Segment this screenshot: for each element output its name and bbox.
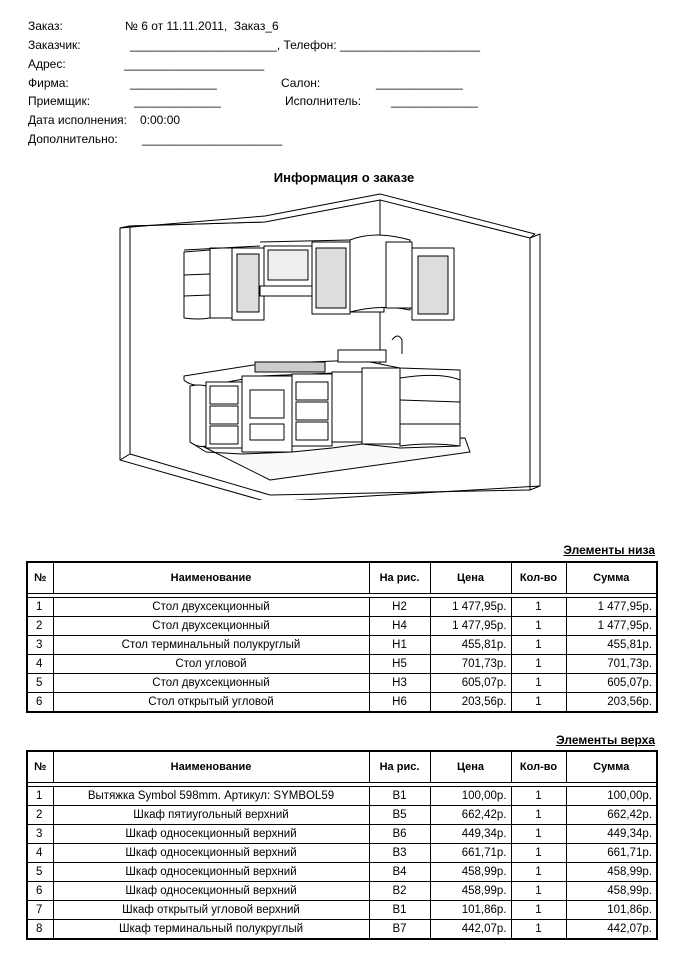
table-row (27, 863, 657, 882)
executor-label: Исполнитель: (285, 94, 362, 108)
cell-sum: 458,99р. (566, 882, 657, 901)
cell-qty: 1 (511, 674, 566, 693)
cell-price: 458,99р. (430, 863, 511, 882)
cell-ref: Н3 (369, 674, 430, 693)
cell-number: 5 (27, 863, 53, 882)
cell-name: Шкаф односекционный верхний (53, 825, 369, 844)
order-label: Заказ: (28, 19, 63, 33)
cell-ref: В6 (369, 825, 430, 844)
cell-number: 4 (27, 844, 53, 863)
cell-sum: 1 477,95р. (566, 598, 657, 617)
cell-name: Вытяжка Symbol 598mm. Артикул: SYMBOL59 (53, 787, 369, 806)
cell-name: Стол терминальный полукруглый (53, 636, 369, 655)
cell-name: Стол открытый угловой (53, 693, 369, 713)
cell-name: Стол двухсекционный (53, 598, 369, 617)
kitchen-drawing (110, 190, 550, 500)
cell-price: 203,56р. (430, 693, 511, 713)
col-name: Наименование (53, 751, 369, 783)
cell-number: 4 (27, 655, 53, 674)
cell-sum: 1 477,95р. (566, 617, 657, 636)
salon-value: _____________ (376, 76, 463, 90)
cell-price: 661,71р. (430, 844, 511, 863)
table-row (27, 844, 657, 863)
customer-value: ______________________, Телефон: _____________________ (130, 38, 481, 52)
col-ref: На рис. (369, 751, 430, 783)
col-price: Цена (430, 562, 511, 594)
cell-ref: Н2 (369, 598, 430, 617)
cell-sum: 662,42р. (566, 806, 657, 825)
cell-name: Шкаф открытый угловой верхний (53, 901, 369, 920)
col-qty: Кол-во (511, 562, 566, 594)
cell-price: 1 477,95р. (430, 598, 511, 617)
cell-ref: В1 (369, 901, 430, 920)
cell-sum: 100,00р. (566, 787, 657, 806)
cell-ref: В3 (369, 844, 430, 863)
cell-qty: 1 (511, 636, 566, 655)
top-elements-title: Элементы верха (556, 733, 655, 747)
col-name: Наименование (53, 562, 369, 594)
cell-number: 2 (27, 617, 53, 636)
cell-qty: 1 (511, 617, 566, 636)
cell-sum: 701,73р. (566, 655, 657, 674)
cell-number: 8 (27, 920, 53, 940)
cell-sum: 605,07р. (566, 674, 657, 693)
bottom-elements-title: Элементы низа (563, 543, 655, 557)
cell-number: 2 (27, 806, 53, 825)
cell-sum: 449,34р. (566, 825, 657, 844)
table-row (27, 636, 657, 655)
cell-number: 6 (27, 693, 53, 713)
cell-name: Шкаф односекционный верхний (53, 844, 369, 863)
cell-qty: 1 (511, 598, 566, 617)
cell-qty: 1 (511, 844, 566, 863)
cell-sum: 101,86р. (566, 901, 657, 920)
col-sum: Сумма (566, 562, 657, 594)
cell-name: Шкаф односекционный верхний (53, 882, 369, 901)
cell-price: 449,34р. (430, 825, 511, 844)
cell-price: 701,73р. (430, 655, 511, 674)
firm-value: _____________ (130, 76, 217, 90)
customer-label: Заказчик: (28, 38, 81, 52)
table-row (27, 598, 657, 617)
info-title: Информация о заказе (273, 170, 415, 185)
cell-ref: В7 (369, 920, 430, 940)
receiver-label: Приемщик: (28, 94, 91, 108)
cell-number: 3 (27, 636, 53, 655)
cell-price: 1 477,95р. (430, 617, 511, 636)
address-label: Адрес: (28, 57, 66, 71)
cell-ref: Н6 (369, 693, 430, 713)
executor-value: _____________ (391, 94, 478, 108)
extra-label: Дополнительно: (28, 132, 118, 146)
cell-price: 662,42р. (430, 806, 511, 825)
table-row (27, 806, 657, 825)
receiver-value: _____________ (134, 94, 221, 108)
table-row (27, 901, 657, 920)
cell-price: 455,81р. (430, 636, 511, 655)
cell-qty: 1 (511, 863, 566, 882)
col-price: Цена (430, 751, 511, 783)
cell-sum: 442,07р. (566, 920, 657, 940)
cell-number: 7 (27, 901, 53, 920)
table-row (27, 655, 657, 674)
cell-sum: 661,71р. (566, 844, 657, 863)
table-row (27, 920, 657, 940)
cell-price: 442,07р. (430, 920, 511, 940)
cell-number: 6 (27, 882, 53, 901)
col-number: № (27, 751, 53, 783)
col-qty: Кол-во (511, 751, 566, 783)
cell-name: Шкаф пятиугольный верхний (53, 806, 369, 825)
cell-ref: В2 (369, 882, 430, 901)
cell-qty: 1 (511, 787, 566, 806)
table-row (27, 674, 657, 693)
table-row (27, 693, 657, 713)
col-number: № (27, 562, 53, 594)
cell-price: 458,99р. (430, 882, 511, 901)
cell-qty: 1 (511, 825, 566, 844)
cell-qty: 1 (511, 882, 566, 901)
cell-number: 1 (27, 787, 53, 806)
bottom-elements-table (26, 561, 658, 713)
cell-name: Стол двухсекционный (53, 674, 369, 693)
cell-price: 101,86р. (430, 901, 511, 920)
cell-price: 605,07р. (430, 674, 511, 693)
cell-number: 3 (27, 825, 53, 844)
cell-ref: Н1 (369, 636, 430, 655)
table-row (27, 882, 657, 901)
salon-label: Салон: (281, 76, 321, 90)
table-row (27, 617, 657, 636)
date-value: 0:00:00 (140, 113, 181, 127)
address-value: _____________________ (124, 57, 265, 71)
cell-number: 1 (27, 598, 53, 617)
cell-price: 100,00р. (430, 787, 511, 806)
cell-qty: 1 (511, 901, 566, 920)
cell-number: 5 (27, 674, 53, 693)
cell-name: Стол угловой (53, 655, 369, 674)
cell-ref: В1 (369, 787, 430, 806)
cell-ref: Н5 (369, 655, 430, 674)
cell-qty: 1 (511, 920, 566, 940)
firm-label: Фирма: (28, 76, 69, 90)
col-sum: Сумма (566, 751, 657, 783)
cell-qty: 1 (511, 806, 566, 825)
cell-sum: 458,99р. (566, 863, 657, 882)
col-ref: На рис. (369, 562, 430, 594)
cell-name: Шкаф терминальный полукруглый (53, 920, 369, 940)
cell-ref: Н4 (369, 617, 430, 636)
cell-qty: 1 (511, 693, 566, 713)
cell-ref: В5 (369, 806, 430, 825)
date-label: Дата исполнения: (28, 113, 127, 127)
cell-ref: В4 (369, 863, 430, 882)
extra-value: _____________________ (142, 132, 283, 146)
table-row (27, 825, 657, 844)
top-elements-table (26, 750, 658, 940)
cell-qty: 1 (511, 655, 566, 674)
upper-cabinets-right (350, 235, 454, 320)
order-value: № 6 от 11.11.2011, Заказ_6 (125, 19, 279, 33)
table-row (27, 787, 657, 806)
cell-name: Стол двухсекционный (53, 617, 369, 636)
cell-sum: 455,81р. (566, 636, 657, 655)
cell-sum: 203,56р. (566, 693, 657, 713)
cell-name: Шкаф односекционный верхний (53, 863, 369, 882)
